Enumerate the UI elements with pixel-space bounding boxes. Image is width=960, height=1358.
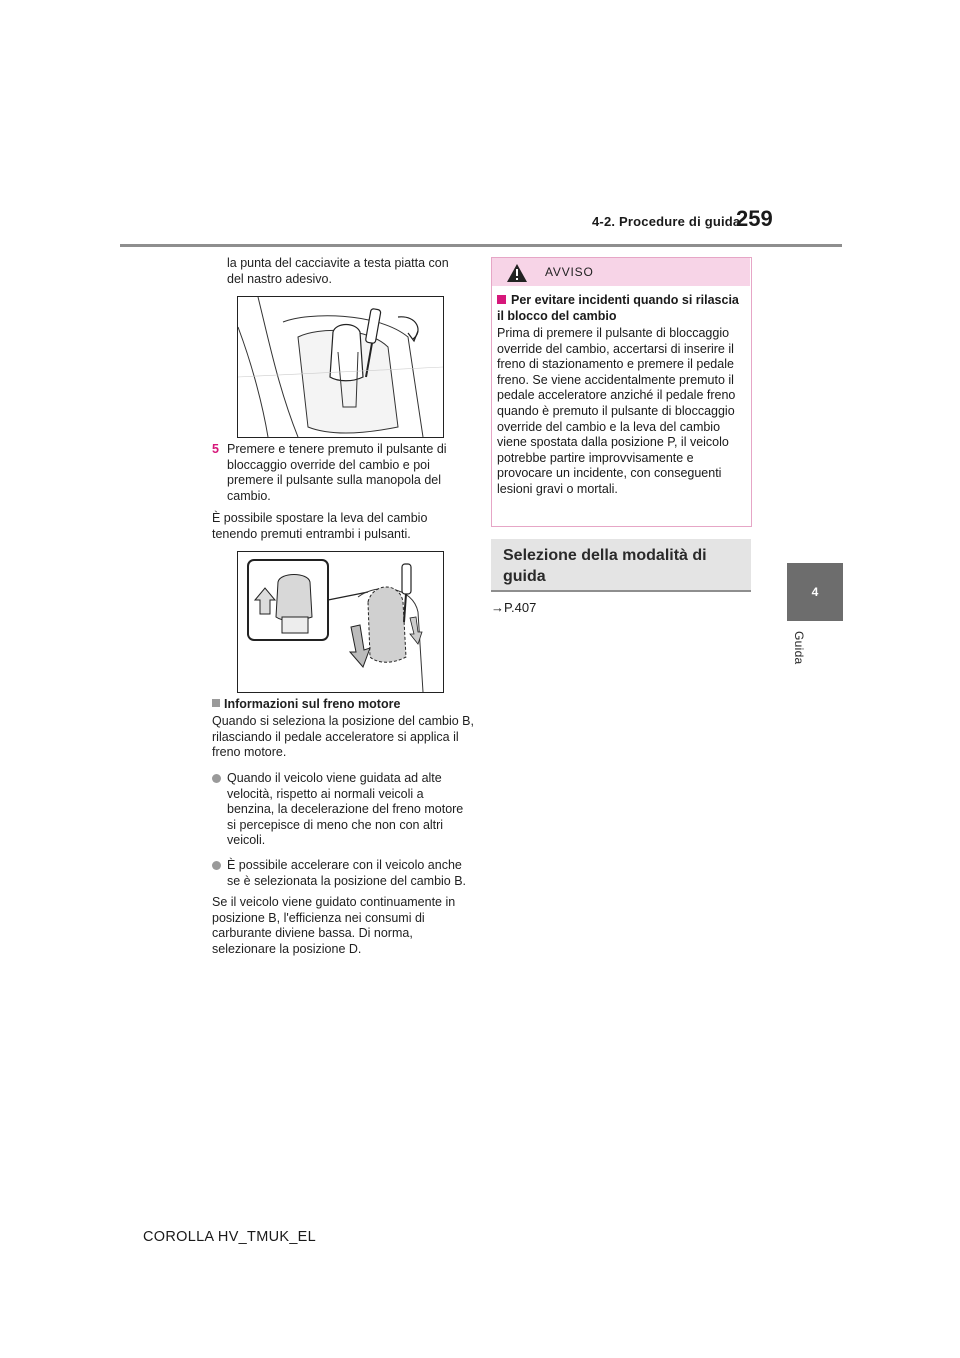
info-heading xyxy=(212,697,474,713)
page-reference-link[interactable]: →P.407 xyxy=(491,600,537,615)
warning-subheading-text: Per evitare incidenti quando si rilascia il blocco del cambio xyxy=(497,293,739,323)
page-number: 259 xyxy=(736,206,773,231)
bullet-item-2 xyxy=(227,858,474,889)
accent-square-icon xyxy=(497,295,506,304)
shift-lever-illustration-2 xyxy=(238,552,443,692)
round-bullet-icon xyxy=(212,861,221,870)
figure-screwdriver-tape xyxy=(237,296,444,438)
chapter-tab-label: Guida xyxy=(792,631,806,665)
warning-body: Prima di premere il pulsante di bloccaggio override del cambio, accertarsi di inserire il freno di stazionamento e premere il pedale freno. Se viene accidentalmente premuto il pedale acceleratore anziché il pedale freno quando è premuto il pulsante di bloccaggio override del cambio e la leva del cambio viene spostata dalla posizione P, il veicolo potrebbe partire improvvisamente e provocare un incidente, con conseguenti lesioni gravi o mortali. xyxy=(497,326,736,496)
warning-subheading xyxy=(497,293,745,324)
bullet-item-1 xyxy=(227,771,474,849)
chapter-tab: 4 xyxy=(787,563,843,621)
warning-triangle-icon xyxy=(506,263,528,283)
footer-model: COROLLA HV_TMUK_EL xyxy=(143,1229,317,1245)
round-bullet-icon xyxy=(212,774,221,783)
paragraph-both-buttons: È possibile spostare la leva del cambio tenendo premuti entrambi i pulsanti. xyxy=(212,511,428,541)
figure-shift-lever-buttons xyxy=(237,551,444,693)
final-paragraph: Se il veicolo viene guidato continuamente in posizione B, l'efficienza nei consumi di carburante diviene bassa. Di norma, selezionare la posizione D. xyxy=(212,895,456,956)
section-heading-rule xyxy=(491,590,751,592)
warning-title: AVVISO xyxy=(545,265,594,279)
step-number: 5 xyxy=(212,442,219,456)
info-heading-text: Informazioni sul freno motore xyxy=(224,697,401,711)
info-paragraph: Quando si seleziona la posizione del cambio B, rilasciando il pedale acceleratore si applica il freno motore. xyxy=(212,714,474,760)
section-title: Selezione della modalità di guida xyxy=(503,547,707,585)
header-divider xyxy=(120,244,842,247)
step-5 xyxy=(212,442,474,503)
intro-paragraph: la punta del cacciavite a testa piatta con del nastro adesivo. xyxy=(227,256,449,286)
step-5-text: Premere e tenere premuto il pulsante di bloccaggio override del cambio e poi premere il pulsante sulla manopola del cambio. xyxy=(227,442,447,503)
square-bullet-icon xyxy=(212,699,220,707)
shift-lever-illustration-1 xyxy=(238,297,443,437)
bullet-item-2-text: È possibile accelerare con il veicolo anche se è selezionata la posizione del cambio B. xyxy=(227,858,467,888)
warning-header xyxy=(492,258,750,286)
bullet-item-1-text: Quando il veicolo viene guidata ad alte velocità, rispetto ai normali veicoli a benzina, la decelerazione del freno motore si percepisce di meno che non con altri veicoli. xyxy=(227,771,464,848)
header-section-title: 4-2. Procedure di guida xyxy=(592,214,741,229)
